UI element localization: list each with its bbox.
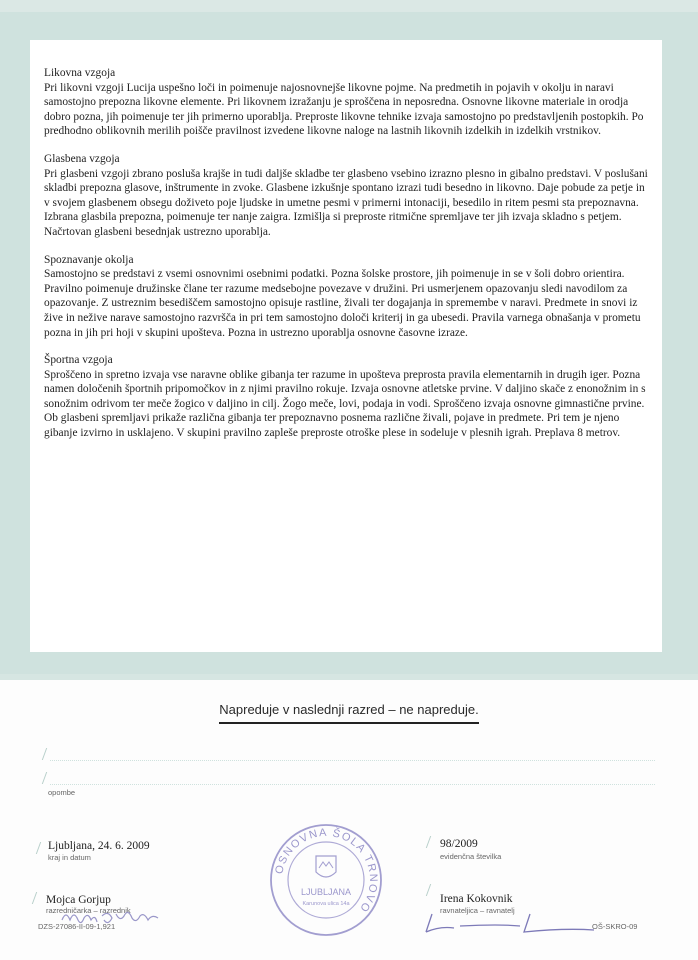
section-environment <box>44 253 648 341</box>
line-marker-icon <box>42 772 55 784</box>
section-text: Pri glasbeni vzgoji zbrano posluša krajše in tudi daljše skladbe ter glasbeno vsebino izrazno plesno in gibalno predstavi. V poslušani skladbi prepozna glasove, inštrumente in zvoke. Glasbene izkušnje spontano izrazi tudi besedno in likovno. Daje pobude za petje in v svojem glasbenem obsegu doživeto poje ljudske in umetne pesmi v primerni intonaciji, besedilo in ritem pesmi sta prepoznavna. Izbrana glasbila prepozna, poimenuje ter nanje zaigra. Izmišlja si preproste ritmične spremljave ter jih izvaja skladno s petjem. Načrtovan glasbeni besednjak ustrezno uporablja. <box>44 167 648 238</box>
form-code: DZS-27086-II-09-1,921 <box>38 922 116 931</box>
teacher-label: razredničarka – razrednik <box>46 906 131 915</box>
line-marker-icon <box>42 748 55 760</box>
section-title: Likovna vzgoja <box>44 67 116 79</box>
line-marker-icon <box>32 892 45 904</box>
section-music <box>44 152 648 240</box>
section-title: Športna vzgoja <box>44 354 113 367</box>
frame-bottom-edge <box>0 674 698 680</box>
remarks-line-1 <box>50 760 655 761</box>
school-stamp <box>268 822 384 938</box>
teacher-name: Mojca Gorjup <box>46 894 111 906</box>
remarks-label: opombe <box>48 788 76 797</box>
record-number-value: 98/2009 <box>440 838 478 850</box>
section-text: Sproščeno in spretno izvaja vse naravne oblike gibanja ter razume in upošteva preprosta pravila elementarnih in drugih iger. Pozna namen določenih športnih pripomočkov in z njimi pravilno rokuje. Izvaja osnovne atletske prvine. V daljino skače z enonožnim in s sonožnim odrivom ter meče žogico v daljino in cilj. Žogo meče, lovi, podaja in vodi. Sproščeno izvaja osnovne gimnastične prvine. Ob glasbeni spremljavi prikaže različna gibanja ter prepoznavno posnema različne živali, pojave in predmete. Pri tem je njeno gibanje izvirno in usklajeno. V skupini pravilno zapleše preproste otroške plese in sodeluje v plesnih igrah. Preplava 8 metrov. <box>44 368 646 440</box>
section-title: Glasbena vzgoja <box>44 152 120 165</box>
frame-top-edge <box>0 0 698 12</box>
form-code-right: OŠ-SKRO-09 <box>592 922 638 931</box>
place-date-value: Ljubljana, 24. 6. 2009 <box>48 840 150 852</box>
section-title: Spoznavanje okolja <box>44 253 134 266</box>
section-sport <box>44 353 648 441</box>
place-date-label: kraj in datum <box>48 853 91 862</box>
stamp-street: Karunova ulica 14a <box>302 901 350 907</box>
promotion-text: Napreduje v naslednji razred – ne napreduje. <box>219 702 478 724</box>
section-text: Samostojno se predstavi z vsemi osnovnimi osebnimi podatki. Pozna šolske prostore, jih poimenuje in se v šoli dobro orientira. Pravilno poimenuje družinske člane ter razume medsebojne povezave v družini. Pri usmerjenem opazovanju sledi navodilom za opazovanje. Z ustreznim besediščem samostojno opisuje rastline, živali ter dogajanja in spremembe v naravi. Predmete in snovi iz žive in nežive narave samostojno razvršča in pri tem samostojno določi kriterij in ga ubesedi. Pravila varnega obnašanja v prometu pozna in jih pri hoji v skupini upošteva. Pozna in ustrezno uporablja osnovne časovne izraze. <box>44 268 641 339</box>
stamp-ring-text: OSNOVNA ŠOLA TRNOVO <box>273 826 380 915</box>
principal-label: ravnateljica – ravnatelj <box>440 906 515 915</box>
record-number-label: evidenčna številka <box>440 852 502 861</box>
principal-name: Irena Kokovnik <box>440 893 513 905</box>
remarks-line-2 <box>50 784 655 785</box>
line-marker-icon <box>426 836 439 848</box>
section-text: Pri likovni vzgoji Lucija uspešno loči in poimenuje najosnovnejše likovne pojme. Na predmetih in pojavih v okolju in naravi samostojno prepozna likovne elemente. Pri likovnem izražanju je sproščena in neposredna. Osnovne likovne materiale in orodja dobro pozna, jih poimenuje ter jih primerno uporablja. Preproste likovne tehnike izvaja samostojno po predstavljenih postopkih. Po predhodno oblikovnih merilih poišče pravilnost izvedene likovne naloge na lastnih likovnih izdelkih in izdelkih vrstnikov. <box>44 81 644 138</box>
stamp-city: LJUBLJANA <box>300 887 352 897</box>
section-art <box>44 66 648 139</box>
report-text-sheet <box>30 40 662 652</box>
promotion-statement <box>0 701 698 724</box>
principal-signature <box>420 910 620 936</box>
line-marker-icon <box>426 884 439 896</box>
